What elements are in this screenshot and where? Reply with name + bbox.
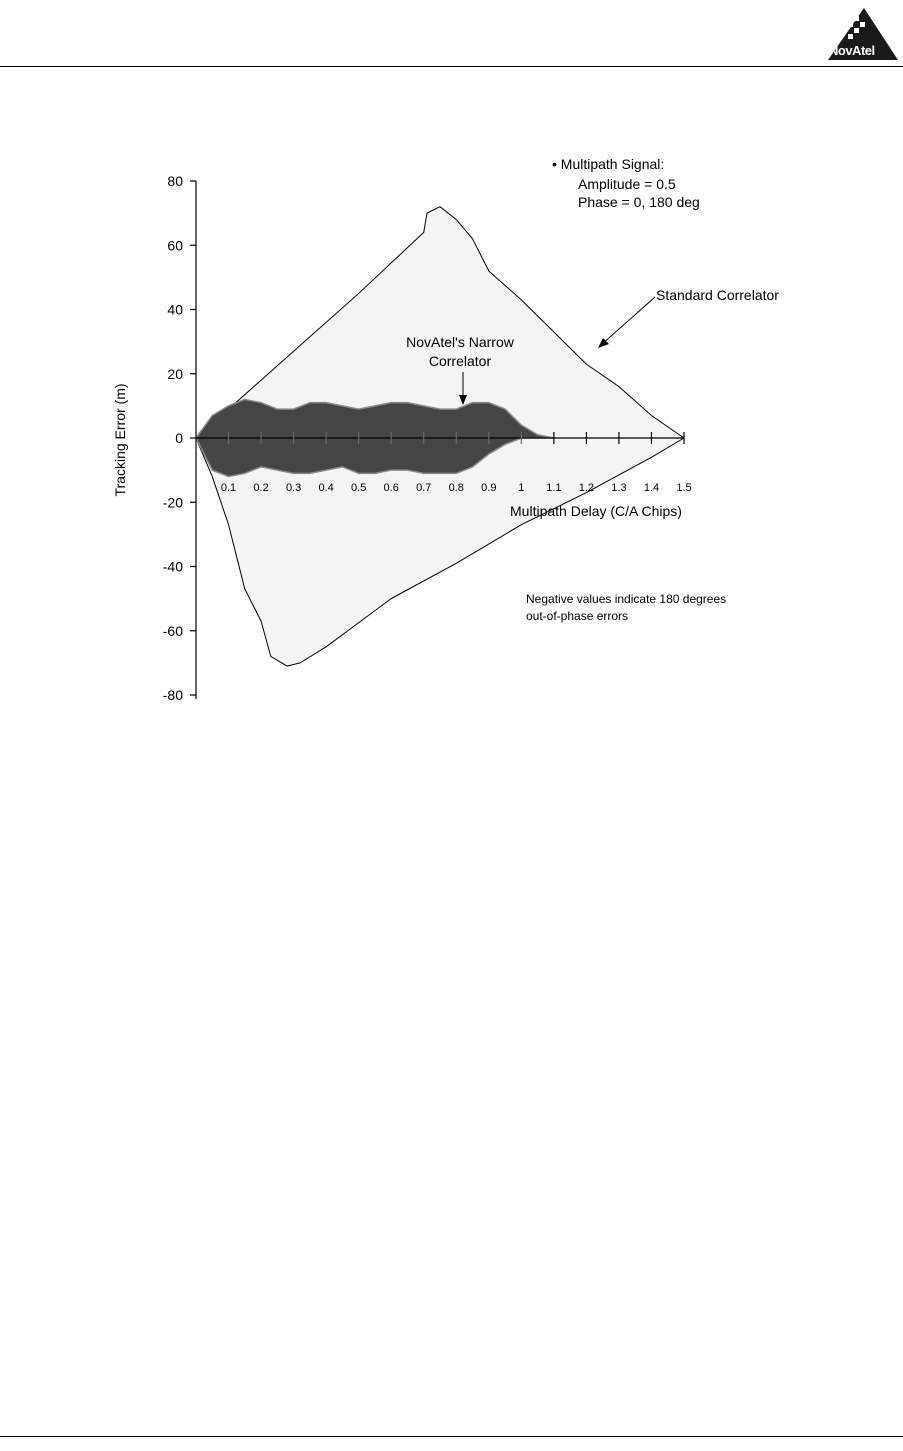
- y-tick-label: 80: [167, 173, 183, 189]
- y-tick-label: -20: [162, 494, 183, 511]
- signal-title: • Multipath Signal:: [552, 156, 665, 172]
- y-ticks: [163, 173, 196, 703]
- x-tick-label: 0.2: [253, 482, 269, 494]
- x-tick-label: 0.8: [448, 482, 464, 494]
- x-tick-label: 1: [518, 482, 525, 494]
- y-tick-label: -80: [162, 687, 183, 703]
- x-tick-label: 1.3: [611, 482, 627, 494]
- y-tick-label: 60: [167, 237, 183, 254]
- x-tick-label: 0.1: [220, 482, 237, 494]
- x-tick-label: 0.9: [481, 482, 497, 494]
- y-tick-label: 20: [167, 365, 183, 382]
- narrow-correlator-label-2: Correlator: [428, 353, 492, 369]
- y-axis-label: Tracking Error (m): [112, 383, 128, 497]
- x-axis-label: Multipath Delay (C/A Chips): [510, 503, 682, 519]
- x-tick-label: 1.4: [643, 482, 660, 494]
- narrow-correlator-label-1: NovAtel's Narrow: [406, 334, 514, 350]
- x-tick-label: 0.7: [416, 482, 432, 494]
- y-tick-label: -40: [162, 558, 183, 575]
- note-line-1: Negative values indicate 180 degrees: [526, 592, 727, 606]
- x-tick-label: 0.5: [351, 482, 367, 494]
- standard-correlator-arrow: [601, 297, 655, 345]
- logo-text: NovAtel: [829, 43, 875, 58]
- signal-phase: Phase = 0, 180 deg: [578, 194, 700, 210]
- standard-correlator-label: Standard Correlator: [656, 287, 779, 303]
- y-tick-label: -60: [162, 622, 183, 639]
- x-tick-label: 0.4: [318, 482, 334, 494]
- note-line-2: out-of-phase errors: [526, 609, 629, 623]
- x-tick-label: 1.5: [676, 482, 692, 494]
- signal-amplitude: Amplitude = 0.5: [578, 176, 676, 192]
- x-tick-label: 0.6: [383, 482, 399, 494]
- x-tick-label: 1.1: [546, 482, 562, 494]
- y-tick-label: 0: [175, 430, 183, 446]
- footer-rule: [0, 1436, 903, 1437]
- x-tick-label: 0.3: [285, 482, 302, 494]
- y-tick-label: 40: [167, 301, 183, 318]
- x-tick-label: 1.2: [578, 482, 595, 494]
